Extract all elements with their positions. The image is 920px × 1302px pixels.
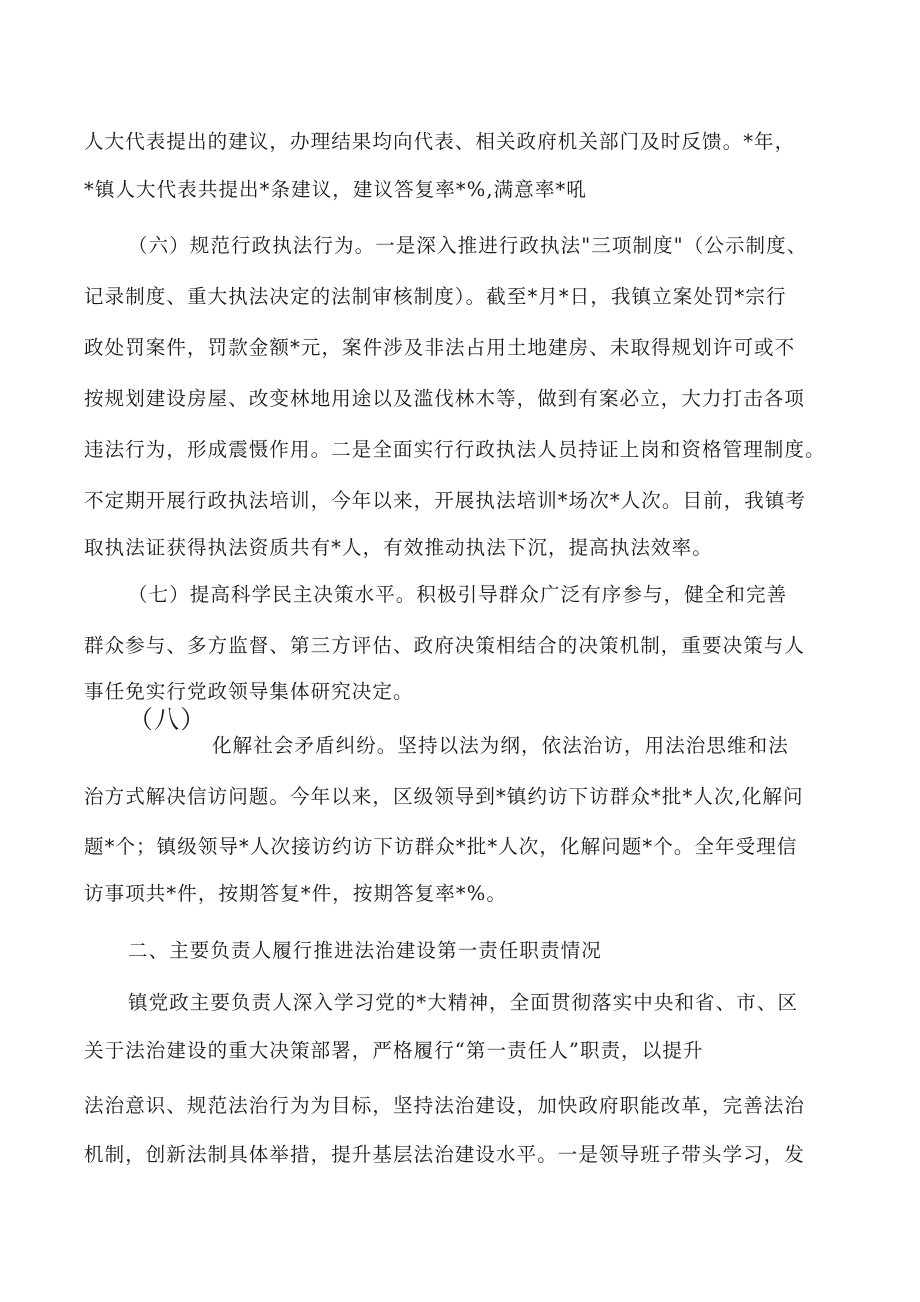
text-line: 题*个；镇级领导*人次接访约访下访群众*批*人次，化解问题*个。全年受理信	[84, 835, 798, 858]
text-line: 镇党政主要负责人深入学习党的*大精神，全面贯彻落实中央和省、市、区	[128, 991, 799, 1014]
text-line: 事任免实行党政领导集体研究决定。	[84, 680, 414, 703]
text-line: 按规划建设房屋、改变林地用途以及滥伐林木等，做到有案必立，大力打击各项	[84, 387, 806, 410]
paragraph-heading-6: （六）规范行政执法行为。一是深入推进行政执法"三项制度"（公示制度、	[128, 234, 808, 257]
text-line: *镇人大代表共提出*条建议，建议答复率*%,满意率*吼	[84, 178, 587, 201]
text-line: 群众参与、多方监督、第三方评估、政府决策相结合的决策机制，重要决策与人	[84, 634, 806, 657]
text-line: 违法行为，形成震慑作用。二是全面实行行政执法人员持证上岗和资格管理制度。	[84, 438, 826, 461]
text-line: 访事项共*件，按期答复*件，按期答复率*%。	[84, 882, 507, 905]
text-line: 取执法证获得执法资质共有*人，有效推动执法下沉，提高执法效率。	[84, 536, 713, 559]
text-line: 政处罚案件，罚款金额*元，案件涉及非法占用土地建房、未取得规划许可或不	[84, 336, 796, 359]
text-line: 治方式解决信访问题。今年以来，区级领导到*镇约访下访群众*批*人次,化解问	[84, 785, 804, 808]
text-line: 机制，创新法制具体举措，提升基层法治建设水平。一是领导班子带头学习，发	[84, 1143, 806, 1166]
paragraph-heading-7: （七）提高科学民主决策水平。积极引导群众广泛有序参与，健全和完善	[128, 583, 788, 606]
text-line: 法治意识、规范法治行为为目标，坚持法治建设，加快政府职能改革，完善法治	[84, 1094, 806, 1117]
text-line: 记录制度、重大执法决定的法制审核制度）。截至*月*日，我镇立案处罚*宗行	[84, 285, 787, 308]
paragraph-heading-8: 化解社会矛盾纠纷。坚持以法为纲，依法治访，用法治思维和法	[212, 734, 789, 757]
text-line: 关于法治建设的重大决策部署，严格履行“第一责任人”职责，以提升	[84, 1039, 704, 1062]
text-line: 人大代表提出的建议，办理结果均向代表、相关政府机关部门及时反馈。*年，	[84, 130, 796, 153]
section-heading-2: 二、主要负责人履行推进法治建设第一责任职责情况	[128, 939, 602, 962]
paragraph-number-8: （八）	[128, 705, 207, 734]
text-line: 不定期开展行政执法培训，今年以来，开展执法培训*场次*人次。目前，我镇考	[84, 489, 807, 512]
